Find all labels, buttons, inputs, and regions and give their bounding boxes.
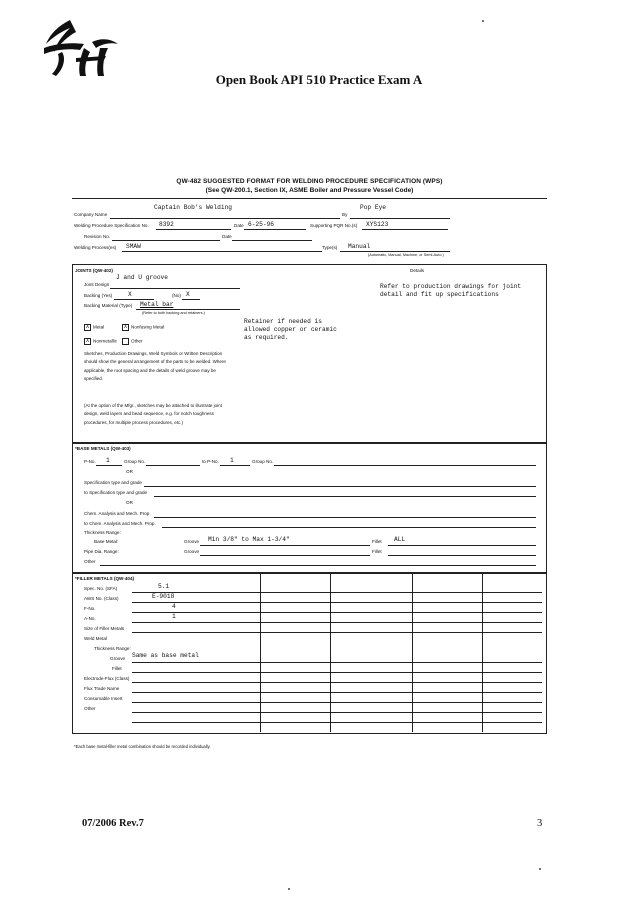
filler-column-divider <box>330 572 331 732</box>
footer-revision: 07/2006 Rev.7 <box>82 818 144 829</box>
filler-column-divider <box>260 572 261 732</box>
spec-label: Specification type and grade <box>84 480 142 485</box>
page-title: Open Book API 510 Practice Exam A <box>215 72 423 87</box>
joint-design-label: Joint Design <box>84 282 110 287</box>
pno-label: P-No. <box>84 459 96 464</box>
nonfusing-option[interactable]: X Nonfusing Metal <box>123 324 165 330</box>
or-label: OR <box>126 500 133 505</box>
size-label: Size of Filler Metals <box>84 626 125 631</box>
pqr-label: Supporting PQR No.(s) <box>310 223 358 228</box>
other-option[interactable]: Other <box>122 338 143 345</box>
wps-form <box>72 178 547 758</box>
option-instructions: (At the option of the Mfgr., sketches may be attached to illustrate joint design, weld layers and bead sequence, e.g. for notch toughness procedures, for multiple process procedures, etc.) <box>84 403 222 425</box>
electrode-label: Electrode-Flux (Class) <box>84 676 130 681</box>
group2-label: Group No. <box>252 459 274 464</box>
flux-label: Flux Trade Name <box>84 686 120 691</box>
form-header: QW-482 SUGGESTED FORMAT FOR WELDING PROCEDURE SPECIFICATION (WPS) <box>176 178 443 185</box>
to-pno-label: to P-No. <box>202 459 219 464</box>
aws-value[interactable]: E-9018 <box>152 593 175 600</box>
company-logo <box>40 18 120 80</box>
spec-no-label: Spec. No. (SFA) <box>84 586 118 591</box>
groove-value[interactable]: Min 3/8" to Max 1-3/4" <box>208 536 290 543</box>
revision-label: Revision No. <box>84 234 111 239</box>
base-metals-title: *BASE METALS (QW-403) <box>75 446 131 451</box>
backing-yes-value[interactable]: X <box>128 291 132 298</box>
nonmetallic-option[interactable]: X Nonmetallic <box>85 338 117 344</box>
other-checkbox[interactable] <box>122 338 129 345</box>
aws-label: AWS No. (Class) <box>84 596 119 601</box>
fillet-label: Fillet <box>372 539 382 544</box>
weld-metal-label: Weld Metal <box>84 636 107 641</box>
header-rule <box>72 198 547 199</box>
nonfusing-checkbox[interactable]: X <box>123 324 128 330</box>
base-other-label: Other <box>84 559 96 564</box>
details-label: Details <box>410 268 425 273</box>
ano-label: A-No. <box>84 616 96 621</box>
backing-label: Backing (Yes) <box>84 293 113 298</box>
sketch-instructions: Sketches, Production Drawings, Weld Symbols or Written Description should show the general arrangement of the parts to be welded. Where applicable, the root spacing and the details of weld groove may be specified. <box>84 351 226 382</box>
fno-value[interactable]: 4 <box>172 603 176 610</box>
date-value[interactable]: 6-25-96 <box>248 221 274 228</box>
joints-title: JOINTS (QW-402) <box>75 268 113 273</box>
filler-other-label: Other <box>84 706 96 711</box>
joint-design-value[interactable]: J and U groove <box>116 274 168 281</box>
metal-checkbox[interactable]: X <box>85 324 90 330</box>
scan-speck <box>539 868 541 870</box>
by-label: By <box>342 212 348 217</box>
retainer-note: Retainer if needed is allowed copper or ceramic as required. <box>244 318 337 341</box>
base-metal-label: Base Metal: <box>94 539 119 544</box>
insert-label: Consumable Insert <box>84 696 123 701</box>
groove-label: Groove <box>184 539 200 544</box>
groove-label: Groove <box>110 656 126 661</box>
backing-no-label: (No) <box>172 293 181 298</box>
metal-option[interactable]: X Metal <box>85 324 105 330</box>
group-label: Group No. <box>124 459 146 464</box>
to-pno-value[interactable]: 1 <box>230 457 234 464</box>
backing-note: (Refer to both backing and retainers.) <box>142 311 205 315</box>
company-name-label: Company Name <box>74 212 108 217</box>
by-value[interactable]: Pop Eye <box>360 204 386 211</box>
wps-number-value[interactable]: 8392 <box>159 221 174 228</box>
pqr-value[interactable]: XYS123 <box>366 221 389 228</box>
revision-date-label: Date <box>222 234 232 239</box>
scan-speck <box>482 20 484 22</box>
details-note: Refer to production drawings for joint detail and fit up specifications <box>380 283 522 298</box>
company-name-value[interactable]: Captain Bob's Welding <box>154 204 232 211</box>
types-hint: (Automatic, Manual, Machine, or Semi-Auto.) <box>368 253 444 257</box>
nonmetallic-checkbox[interactable]: X <box>85 338 90 344</box>
page-number: 3 <box>537 818 543 829</box>
backing-no-value[interactable]: X <box>186 291 190 298</box>
backing-material-label: Backing Material (Type) <box>84 303 133 308</box>
pipe-fillet-label: Fillet <box>372 549 382 554</box>
pipe-groove-label: Groove <box>184 549 200 554</box>
ano-value[interactable]: 1 <box>172 613 176 620</box>
backing-material-value[interactable]: Metal bar <box>140 301 174 308</box>
process-label: Welding Process(es) <box>74 245 117 250</box>
pno-value[interactable]: 1 <box>106 457 110 464</box>
to-chem-label: to Chem. Analysis and Mech. Prop. <box>84 521 156 526</box>
types-label: Type(s) <box>322 245 338 250</box>
filler-fillet-label: Fillet <box>112 666 122 671</box>
spec-no-value[interactable]: 5.1 <box>158 583 170 590</box>
to-spec-label: to Specification type and grade <box>84 490 148 495</box>
filler-column-divider <box>412 572 413 732</box>
or-label: OR <box>126 469 133 474</box>
date-label: Date <box>234 223 244 228</box>
footnote: *Each base metal-filler metal combination should be recorded individually. <box>74 744 211 749</box>
wps-number-label: Welding Procedure Specification No. <box>74 223 149 228</box>
filler-column-divider <box>482 572 483 732</box>
form-subheader: (See QW-200.1, Section IX, ASME Boiler and Pressure Vessel Code) <box>205 187 414 194</box>
fillet-value[interactable]: ALL <box>394 536 406 543</box>
chem-label: Chem. Analysis and Mech. Prop. <box>84 511 151 516</box>
thickness-range-label: Thickness Range: <box>94 646 131 651</box>
filler-metals-title: *FILLER METALS (QW-404) <box>75 576 135 581</box>
fno-label: F-No. <box>84 606 96 611</box>
thickness-label: Thickness Range: <box>84 530 121 535</box>
process-value[interactable]: SMAW <box>126 243 141 250</box>
filler-groove-value[interactable]: Same as base metal <box>132 652 199 659</box>
scan-speck <box>288 888 290 890</box>
types-value[interactable]: Manual <box>348 243 371 250</box>
pipe-label: Pipe Dia. Range: <box>84 549 119 554</box>
